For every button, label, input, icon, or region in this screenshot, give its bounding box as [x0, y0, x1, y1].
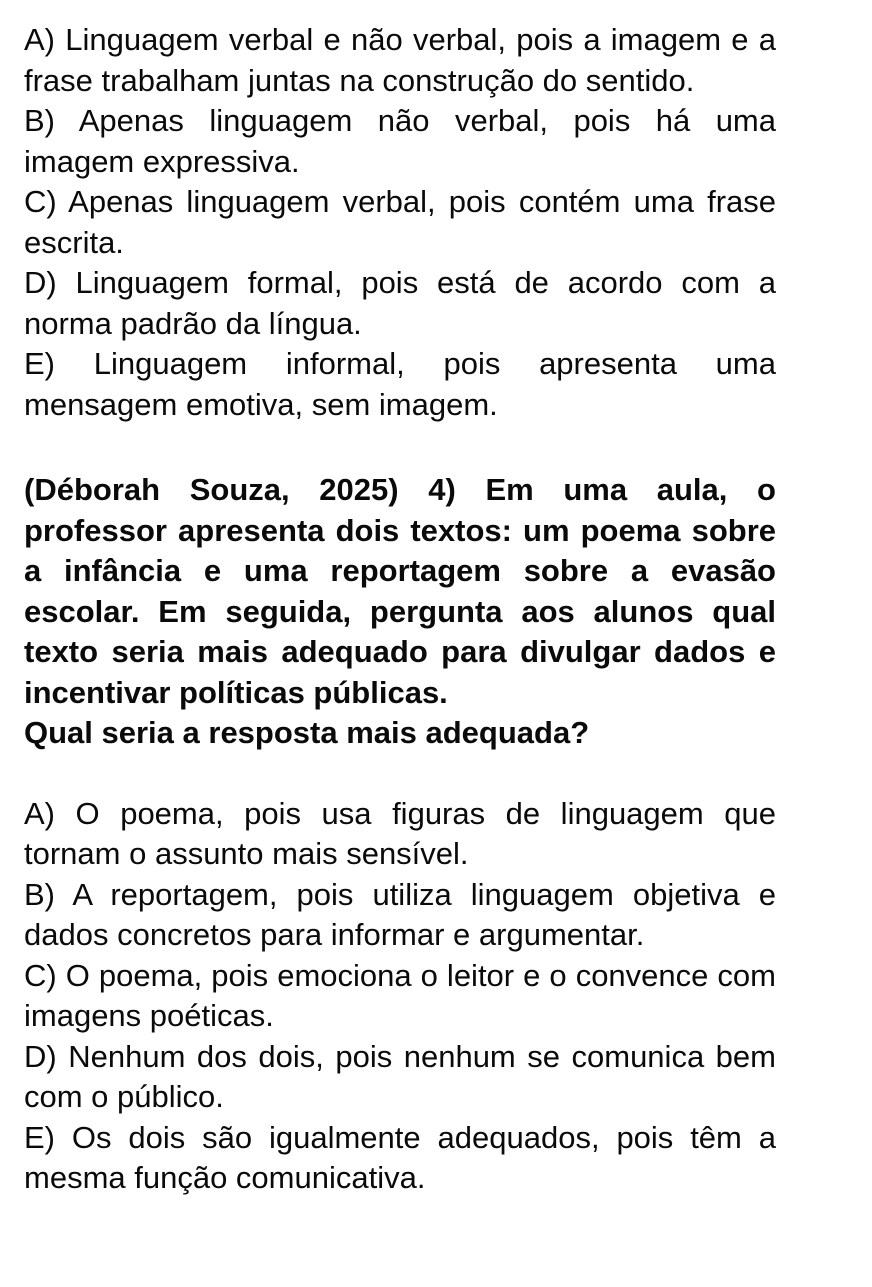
prev-option-a: A) Linguagem verbal e não verbal, pois a imagem e a frase trabalham juntas na construção do sentido.	[24, 22, 776, 98]
option-b: B) A reportagem, pois utiliza linguagem objetiva e dados concretos para informar e argumentar.	[24, 876, 776, 952]
spacer	[24, 425, 776, 470]
prev-option-d: D) Linguagem formal, pois está de acordo com a norma padrão da língua.	[24, 265, 776, 341]
option-c: C) O poema, pois emociona o leitor e o convence com imagens poéticas.	[24, 957, 776, 1033]
document-page	[24, 20, 776, 1199]
prev-option-b: B) Apenas linguagem não verbal, pois há uma imagem expressiva.	[24, 103, 776, 179]
option-d: D) Nenhum dos dois, pois nenhum se comunica bem com o público.	[24, 1038, 776, 1114]
option-e: E) Os dois são igualmente adequados, pois têm a mesma função comunicativa.	[24, 1119, 776, 1195]
option-a: A) O poema, pois usa figuras de linguagem que tornam o assunto mais sensível.	[24, 795, 776, 871]
spacer	[24, 754, 776, 794]
prev-option-e: E) Linguagem informal, pois apresenta uma mensagem emotiva, sem imagem.	[24, 346, 776, 422]
question-4	[24, 470, 776, 754]
previous-question-options	[24, 20, 776, 425]
question-4-options	[24, 794, 776, 1199]
question-prompt: Qual seria a resposta mais adequada?	[24, 715, 590, 750]
question-stem: (Déborah Souza, 2025) 4) Em uma aula, o professor apresenta dois textos: um poema sobre a infância e uma reportagem sobre a evasão escolar. Em seguida, pergunta aos alunos qual texto seria mais adequado para divulgar dados e incentivar políticas públicas.	[24, 472, 776, 710]
prev-option-c: C) Apenas linguagem verbal, pois contém uma frase escrita.	[24, 184, 776, 260]
